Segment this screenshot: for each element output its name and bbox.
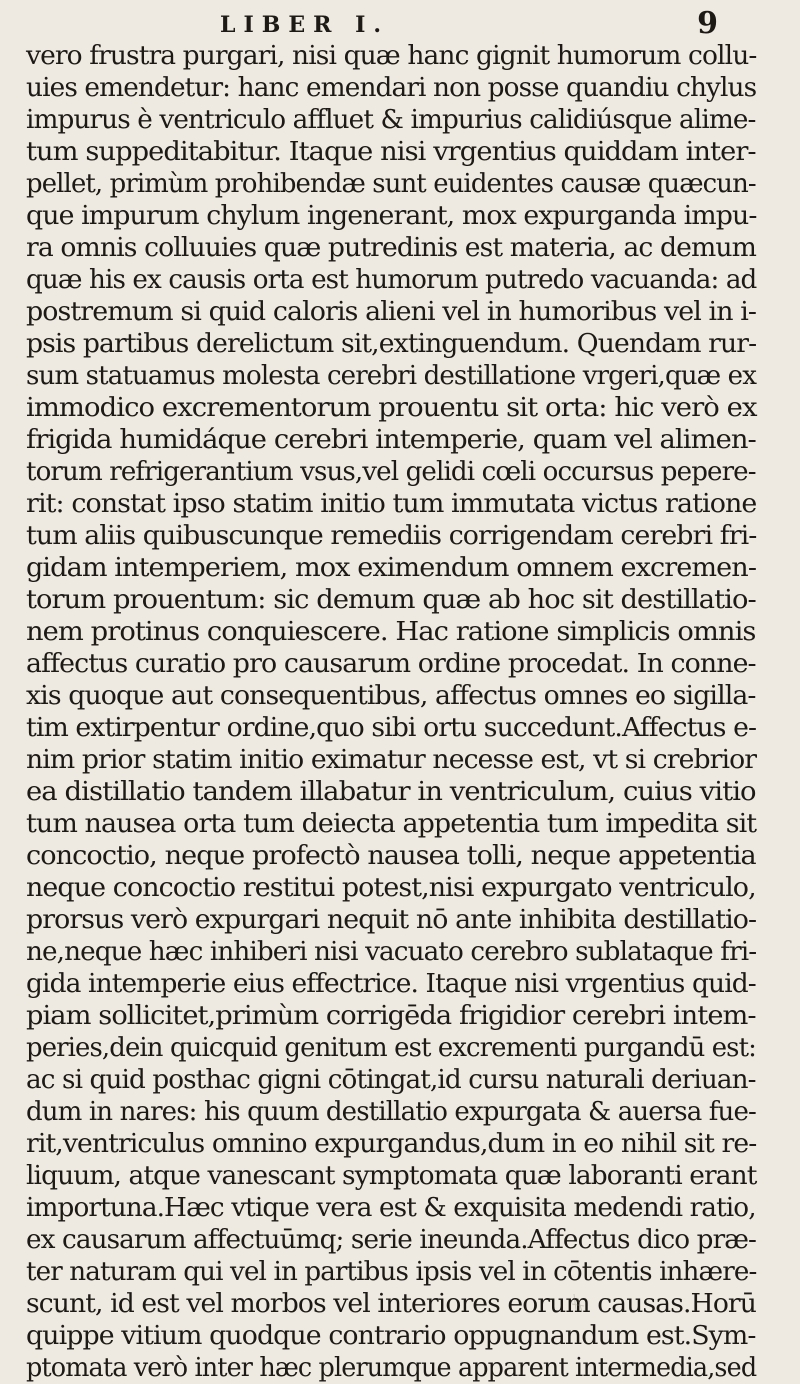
text-line: liquum, atque vanescant symptomata quæ laboranti erant (26, 1160, 757, 1191)
text-line: immodico excrementorum prouentu sit orta: hic verò ex (26, 392, 757, 423)
body-text (26, 40, 756, 1384)
text-line: dum in nares: his quum destillatio expurgata & auersa fue- (26, 1096, 756, 1127)
text-line: vero frustra purgari, nisi quæ hanc gignit humorum collu- (26, 40, 757, 71)
page-number: 9 (697, 6, 718, 41)
text-line: ra omnis colluuies quæ putredinis est materia, ac demum (26, 232, 756, 263)
text-line: sum statuamus molesta cerebri destillatione vrgeri,quæ ex (26, 360, 757, 391)
text-line: postremum si quid caloris alieni vel in humoribus vel in i- (26, 296, 757, 327)
text-line: ex causarum affectuūmq; serie ineunda.Affectus dico præ- (26, 1224, 756, 1255)
text-line: peries,dein quicquid genitum est excrementi purgandū est: (26, 1032, 756, 1063)
text-line: gidam intemperiem, mox eximendum omnem excremen- (26, 552, 757, 583)
text-line: pellet, primùm prohibendæ sunt euidentes causæ quæcun- (26, 168, 756, 199)
text-line: neque concoctio restitui potest,nisi expurgato ventriculo, (26, 872, 756, 903)
text-line: quippe vitium quodque contrario oppugnandum est.Sym- (26, 1320, 756, 1351)
text-line: psis partibus derelictum sit,extinguendum. Quendam rur- (26, 328, 757, 359)
text-line: xis quoque aut consequentibus, affectus omnes eo sigilla- (26, 680, 756, 711)
text-line: uies emendetur: hanc emendari non posse quandiu chylus (26, 72, 757, 103)
text-line: tum suppeditabitur. Itaque nisi vrgentius quiddam inter- (26, 136, 756, 167)
text-line: affectus curatio pro causarum ordine procedat. In conne- (26, 648, 756, 679)
text-line: prorsus verò expurgari nequit nō ante inhibita destillatio- (26, 904, 757, 935)
text-line: nim prior statim initio eximatur necesse est, vt si crebrior (26, 744, 757, 775)
text-line: scunt, id est vel morbos vel interiores eorum causas.Horū (26, 1288, 756, 1319)
text-line: que impurum chylum ingenerant, mox expurganda impu- (26, 200, 757, 231)
text-line: ptomata verò inter hæc plerumque apparent intermedia,sed (26, 1352, 757, 1383)
text-line: tum nausea orta tum deiecta appetentia tum impedita sit (26, 808, 757, 839)
text-line: nem protinus conquiescere. Hac ratione simplicis omnis (26, 616, 756, 647)
text-line: tim extirpentur ordine,quo sibi ortu succedunt.Affectus e- (26, 712, 757, 743)
text-line: impurus è ventriculo affluet & impurius calidiúsque alime- (26, 104, 756, 135)
text-line: ter naturam qui vel in partibus ipsis vel in cōtentis inhære- (26, 1256, 757, 1287)
text-line: rit,ventriculus omnino expurgandus,dum in eo nihil sit re- (26, 1128, 757, 1159)
text-line: ea distillatio tandem illabatur in ventriculum, cuius vitio (26, 776, 756, 807)
ink-blot (570, 1292, 588, 1314)
text-line: torum prouentum: sic demum quæ ab hoc sit destillatio- (26, 584, 756, 615)
text-line: ac si quid posthac gigni cōtingat,id cursu naturali deriuan- (26, 1064, 756, 1095)
text-line: quæ his ex causis orta est humorum putredo vacuanda: ad (26, 264, 757, 295)
running-title: LIBER I. (220, 12, 390, 38)
text-line: torum refrigerantium vsus,vel gelidi cœli occursus pepere- (26, 456, 756, 487)
text-line: concoctio, neque profectò nausea tolli, neque appetentia (26, 840, 756, 871)
text-line: gida intemperie eius effectrice. Itaque nisi vrgentius quid- (26, 968, 756, 999)
text-line: tum aliis quibuscunque remediis corrigendam cerebri fri- (26, 520, 757, 551)
text-line: importuna.Hæc vtique vera est & exquisita medendi ratio, (26, 1192, 756, 1223)
text-line: frigida humidáque cerebri intemperie, quam vel alimen- (26, 424, 756, 455)
text-line: piam sollicitet,primùm corrigēda frigidior cerebri intem- (26, 1000, 756, 1031)
text-line: rit: constat ipso statim initio tum immutata victus ratione (26, 488, 757, 519)
text-line: ne,neque hæc inhiberi nisi vacuato cerebro sublataque fri- (26, 936, 757, 967)
